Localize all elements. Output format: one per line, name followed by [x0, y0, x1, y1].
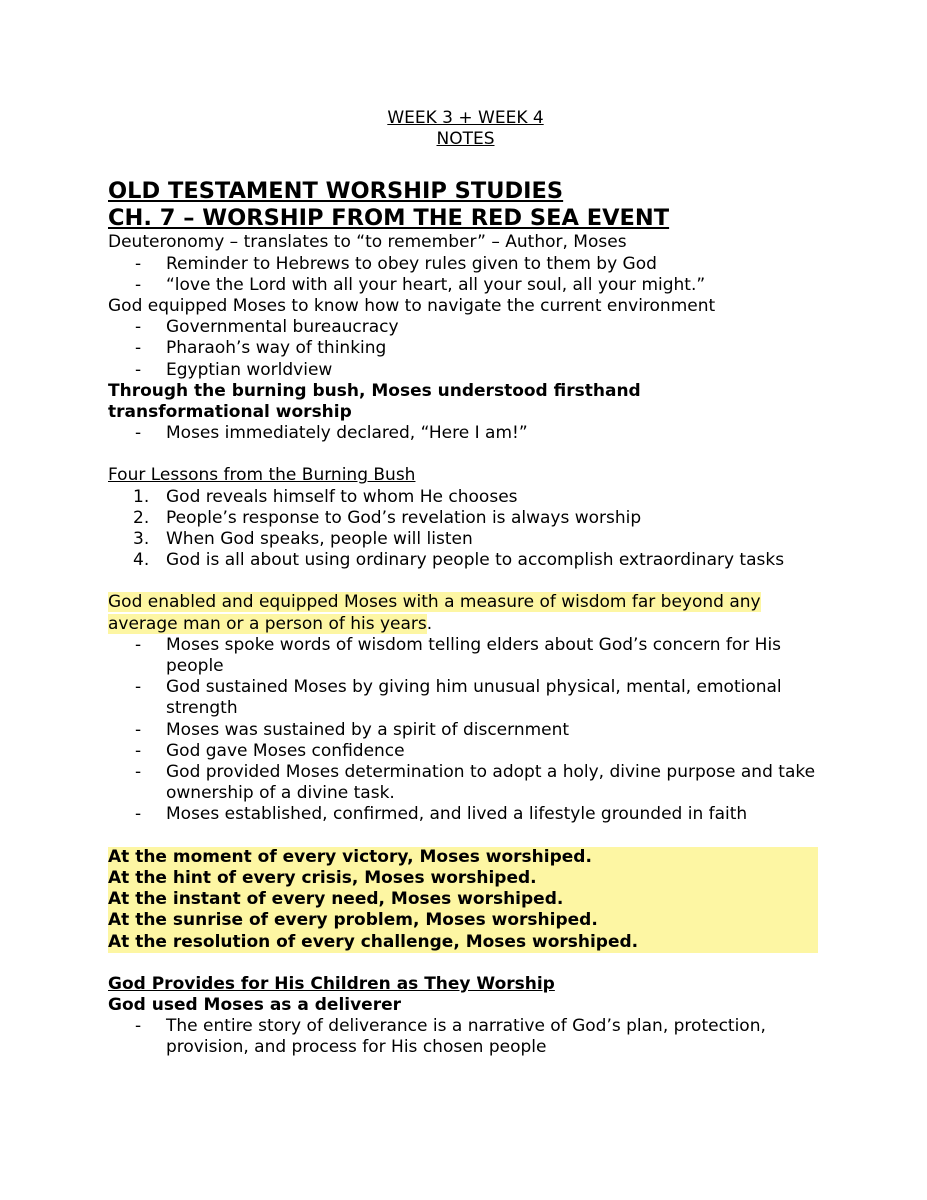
worship-line: At the sunrise of every problem, Moses worshiped.: [108, 910, 598, 931]
burning-bush-heading-2: transformational worship: [108, 402, 352, 423]
list-item: - Moses was sustained by a spirit of discernment: [135, 719, 570, 740]
list-item: - Reminder to Hebrews to obey rules given to them by God: [135, 253, 657, 274]
list-item: - God provided Moses determination to adopt a holy, divine purpose and take ownership of a divine task.: [135, 762, 816, 804]
equipped-intro: God equipped Moses to know how to navigate the current environment: [108, 296, 716, 317]
list-item: - Moses spoke words of wisdom telling elders about God’s concern for His people: [135, 634, 782, 677]
list-item: - Governmental bureaucracy: [135, 317, 399, 338]
week-heading: WEEK 3 + WEEK 4: [387, 108, 544, 128]
numbered-item: 3. When God speaks, people will listen: [133, 529, 473, 550]
worship-line: At the instant of every need, Moses worshiped.: [108, 889, 564, 910]
numbered-item: 2. People’s response to God’s revelation is always worship: [133, 507, 642, 528]
title-line-1: OLD TESTAMENT WORSHIP STUDIES: [108, 178, 564, 205]
notes-heading: NOTES: [436, 129, 495, 150]
list-item: - Moses immediately declared, “Here I am!”: [135, 423, 528, 444]
worship-line: At the hint of every crisis, Moses worshiped.: [108, 867, 537, 888]
wisdom-paragraph: God enabled and equipped Moses with a measure of wisdom far beyond any average man or a person of his years.: [108, 592, 761, 634]
provides-heading: God Provides for His Children as They Worship: [108, 973, 555, 994]
list-item: - “love the Lord with all your heart, all your soul, all your might.”: [135, 274, 706, 295]
list-item: - Moses established, confirmed, and lived a lifestyle grounded in faith: [135, 804, 748, 825]
list-item: - God gave Moses confidence: [135, 740, 405, 761]
deuteronomy-intro: Deuteronomy – translates to “to remember” – Author, Moses: [108, 232, 627, 253]
burning-bush-heading-1: Through the burning bush, Moses understood firsthand: [108, 380, 641, 401]
numbered-item: 4. God is all about using ordinary people to accomplish extraordinary tasks: [133, 550, 785, 571]
worship-line: At the resolution of every challenge, Moses worshiped.: [108, 931, 639, 952]
list-item: - God sustained Moses by giving him unusual physical, mental, emotional strength: [135, 677, 782, 719]
wisdom-highlight: God enabled and equipped Moses with a measure of wisdom far beyond any average man or a person of his years: [108, 592, 761, 634]
worship-highlight-block: [108, 847, 818, 953]
document-page: [108, 108, 823, 1059]
list-item: - Pharaoh’s way of thinking: [135, 338, 387, 359]
title-line-2: CH. 7 – WORSHIP FROM THE RED SEA EVENT: [108, 205, 670, 232]
list-item: - The entire story of deliverance is a narrative of God’s plan, protection, provision, and process for His chosen people: [135, 1016, 766, 1058]
numbered-item: 1. God reveals himself to whom He chooses: [133, 486, 518, 507]
deliverer-subheading: God used Moses as a deliverer: [108, 994, 402, 1015]
lessons-heading: Four Lessons from the Burning Bush: [108, 465, 416, 486]
worship-line: At the moment of every victory, Moses worshiped.: [108, 846, 592, 867]
list-item: - Egyptian worldview: [135, 359, 333, 380]
